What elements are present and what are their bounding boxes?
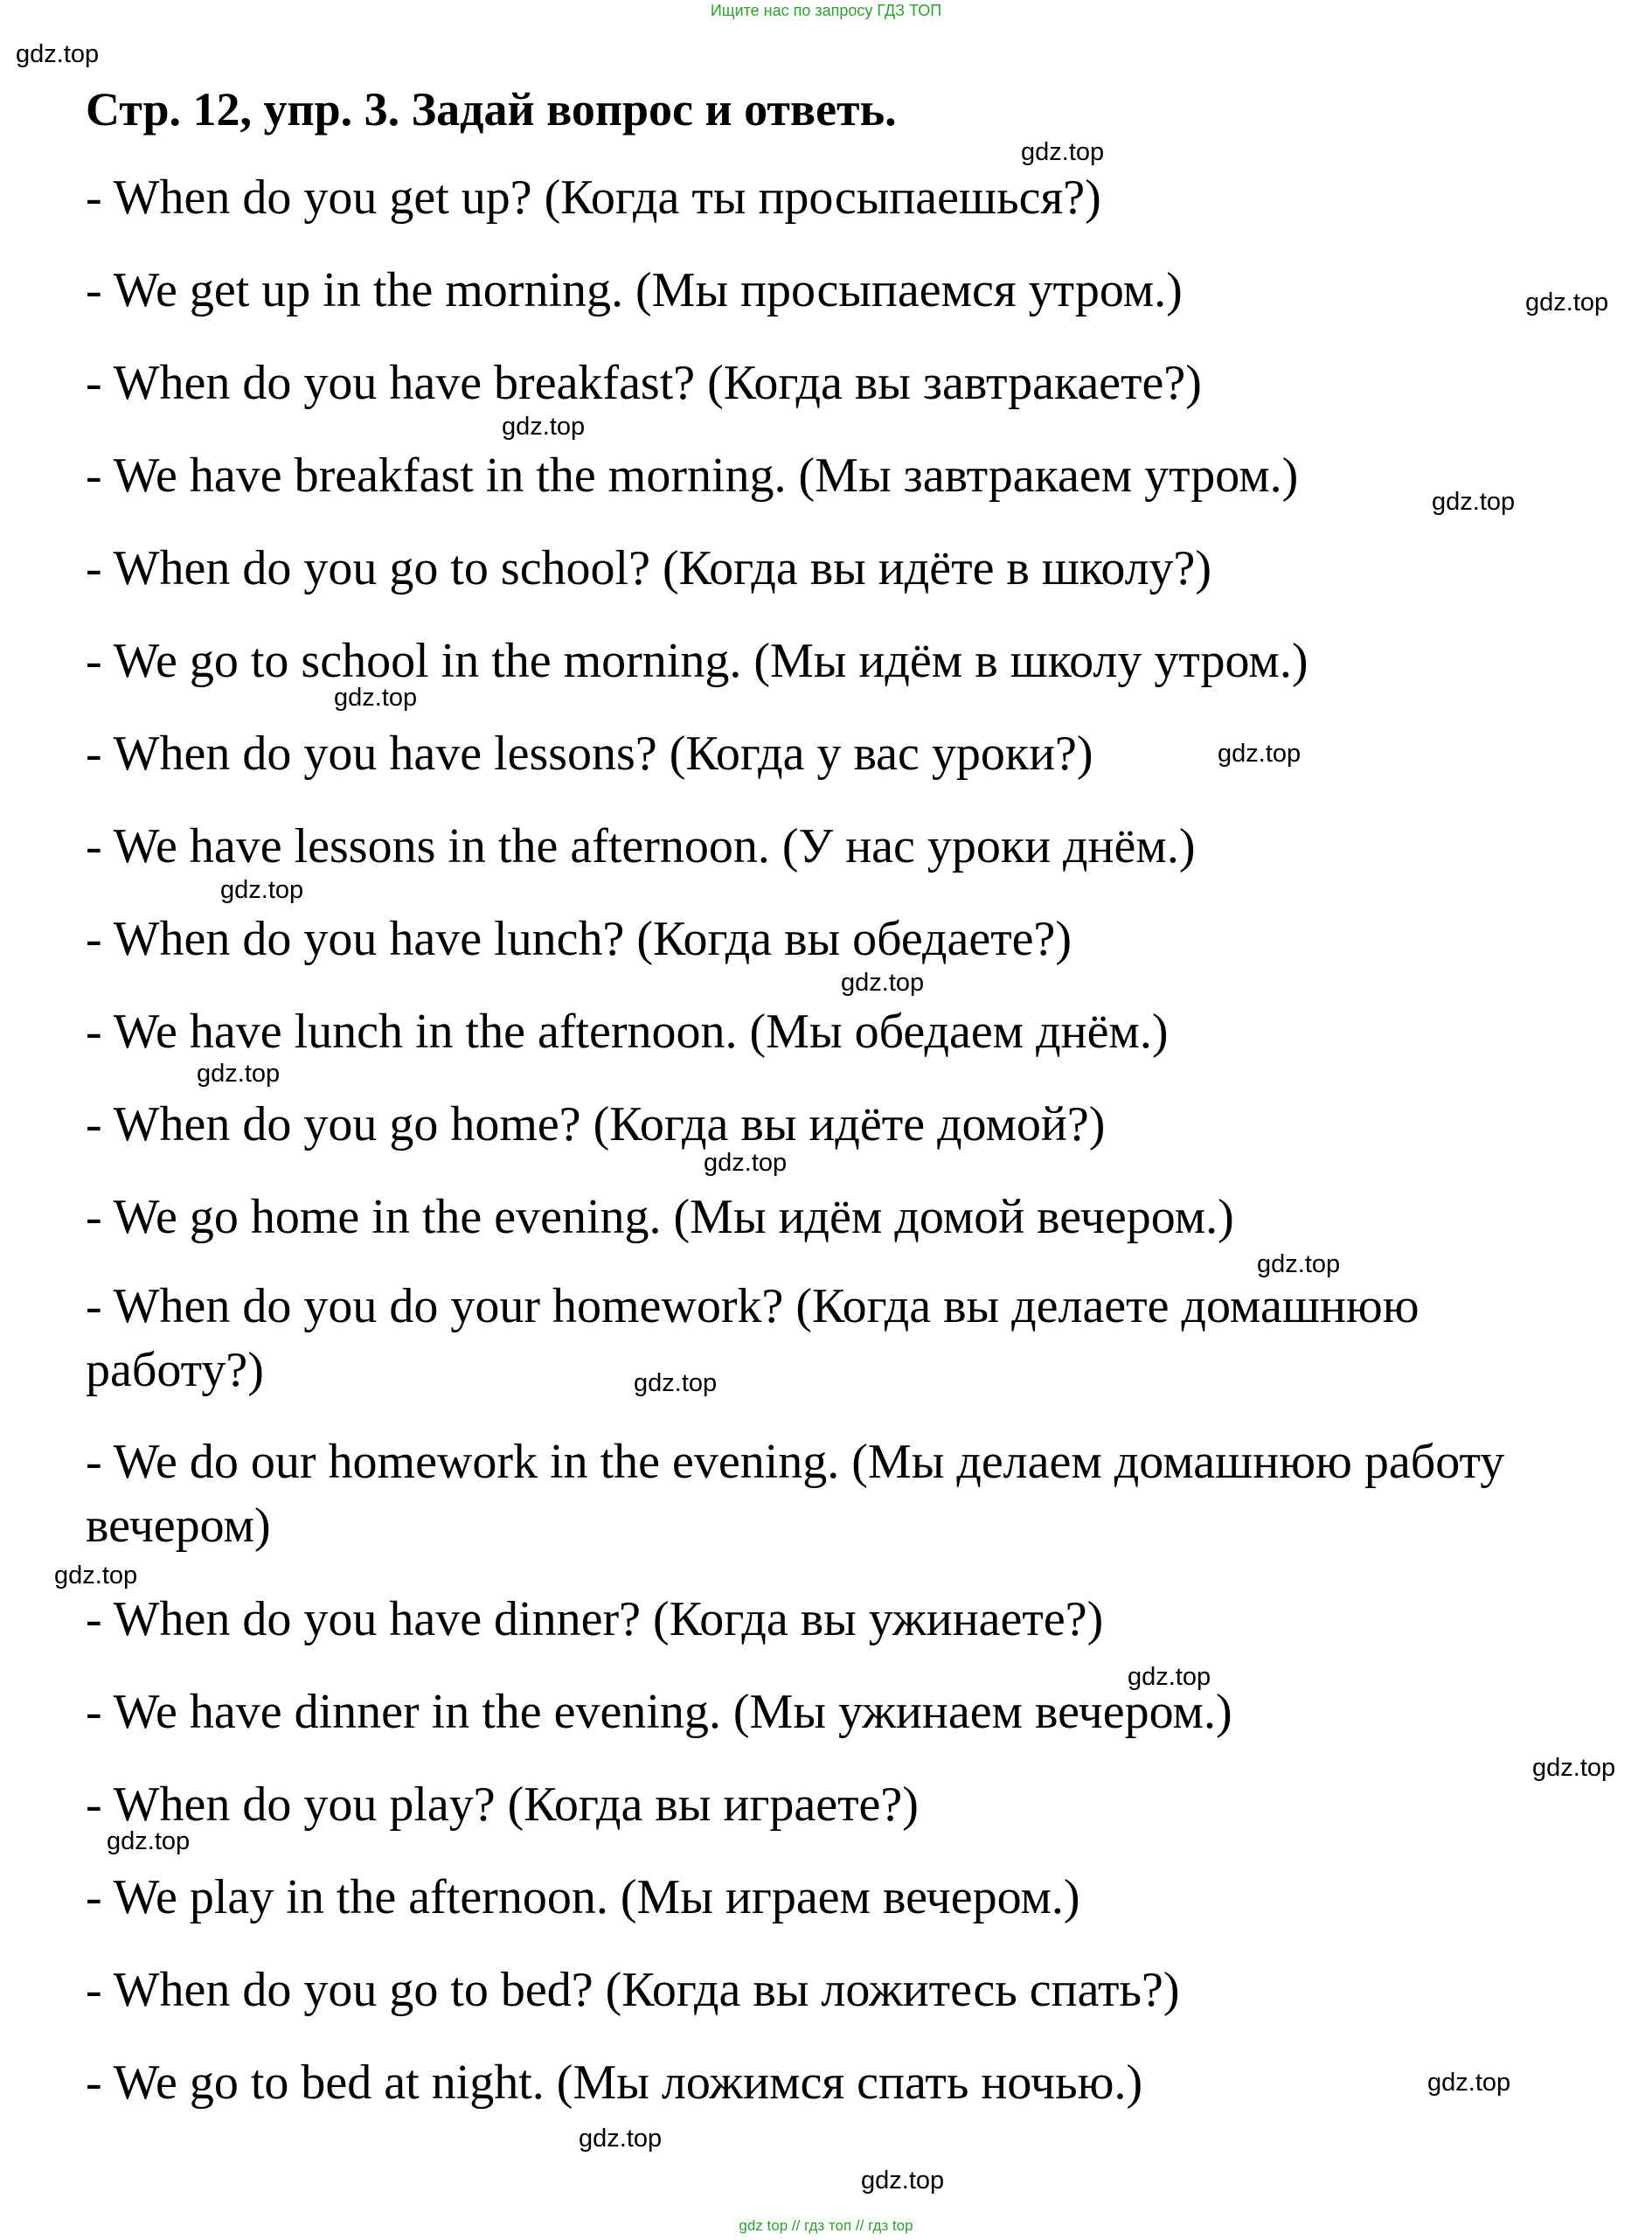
watermark: gdz.top — [1427, 2069, 1511, 2097]
dialogue-line: - When do you go to school? (Когда вы идёте в школу?) — [86, 541, 1212, 595]
watermark: gdz.top — [1432, 488, 1516, 516]
dialogue-line: - We go home in the evening. (Мы идём домой вечером.) — [86, 1190, 1234, 1244]
watermark: gdz.top — [1128, 1663, 1211, 1691]
dialogue-line: - We play in the afternoon. (Мы играем вечером.) — [86, 1870, 1080, 1924]
watermark: gdz.top — [1257, 1250, 1341, 1278]
dialogue-line: - When do you have dinner? (Когда вы ужинаете?) — [86, 1592, 1104, 1646]
watermark: gdz.top — [861, 2167, 945, 2195]
watermark: gdz.top — [16, 40, 100, 68]
watermark: gdz.top — [54, 1562, 138, 1590]
watermark: gdz.top — [1218, 740, 1301, 768]
dialogue-line: - When do you get up? (Когда ты просыпаешься?) — [86, 170, 1101, 225]
watermark: gdz.top — [502, 413, 586, 441]
watermark: gdz.top — [1021, 138, 1105, 166]
dialogue-line: - When do you have lunch? (Когда вы обедаете?) — [86, 912, 1072, 966]
dialogue-line: - We have breakfast in the morning. (Мы завтракаем утром.) — [86, 449, 1299, 503]
dialogue-line: - We go to school in the morning. (Мы идём в школу утром.) — [86, 634, 1308, 688]
dialogue-line: - When do you go home? (Когда вы идёте домой?) — [86, 1097, 1106, 1151]
dialogue-line: - When do you do your homework? (Когда вы делаете домашнюю работу?) — [86, 1279, 1419, 1397]
watermark: gdz.top — [107, 1827, 191, 1855]
dialogue-line: - We have dinner in the evening. (Мы ужинаем вечером.) — [86, 1685, 1232, 1739]
page-title: Стр. 12, упр. 3. Задай вопрос и ответь. — [86, 83, 897, 136]
search-banner: Ищите нас по запросу ГДЗ ТОП — [710, 2, 942, 19]
watermark: gdz.top — [197, 1060, 281, 1088]
watermark: gdz.top — [1525, 289, 1609, 317]
watermark: gdz.top — [1532, 1754, 1616, 1782]
dialogue-line: - We get up in the morning. (Мы просыпаемся утром.) — [86, 263, 1183, 317]
footer-links: gdz top // гдз топ // гдз top — [739, 2217, 913, 2234]
dialogue-line: - We have lessons in the afternoon. (У нас уроки днём.) — [86, 819, 1196, 873]
watermark: gdz.top — [579, 2125, 663, 2153]
watermark: gdz.top — [704, 1149, 788, 1177]
watermark: gdz.top — [841, 969, 925, 997]
dialogue-line: - When do you go to bed? (Когда вы ложитесь спать?) — [86, 1963, 1180, 2017]
dialogue-line: - When do you have lessons? (Когда у вас уроки?) — [86, 727, 1093, 781]
dialogue-line: - When do you play? (Когда вы играете?) — [86, 1777, 919, 1832]
dialogue-line: - We go to bed at night. (Мы ложимся спать ночью.) — [86, 2056, 1143, 2110]
watermark: gdz.top — [634, 1369, 718, 1397]
dialogue-line: - When do you have breakfast? (Когда вы завтракаете?) — [86, 356, 1202, 410]
dialogue-line: - We have lunch in the afternoon. (Мы обедаем днём.) — [86, 1005, 1169, 1059]
watermark: gdz.top — [334, 684, 418, 712]
watermark: gdz.top — [220, 876, 304, 904]
dialogue-line: - We do our homework in the evening. (Мы делаем домашнюю работу вечером) — [86, 1435, 1505, 1553]
